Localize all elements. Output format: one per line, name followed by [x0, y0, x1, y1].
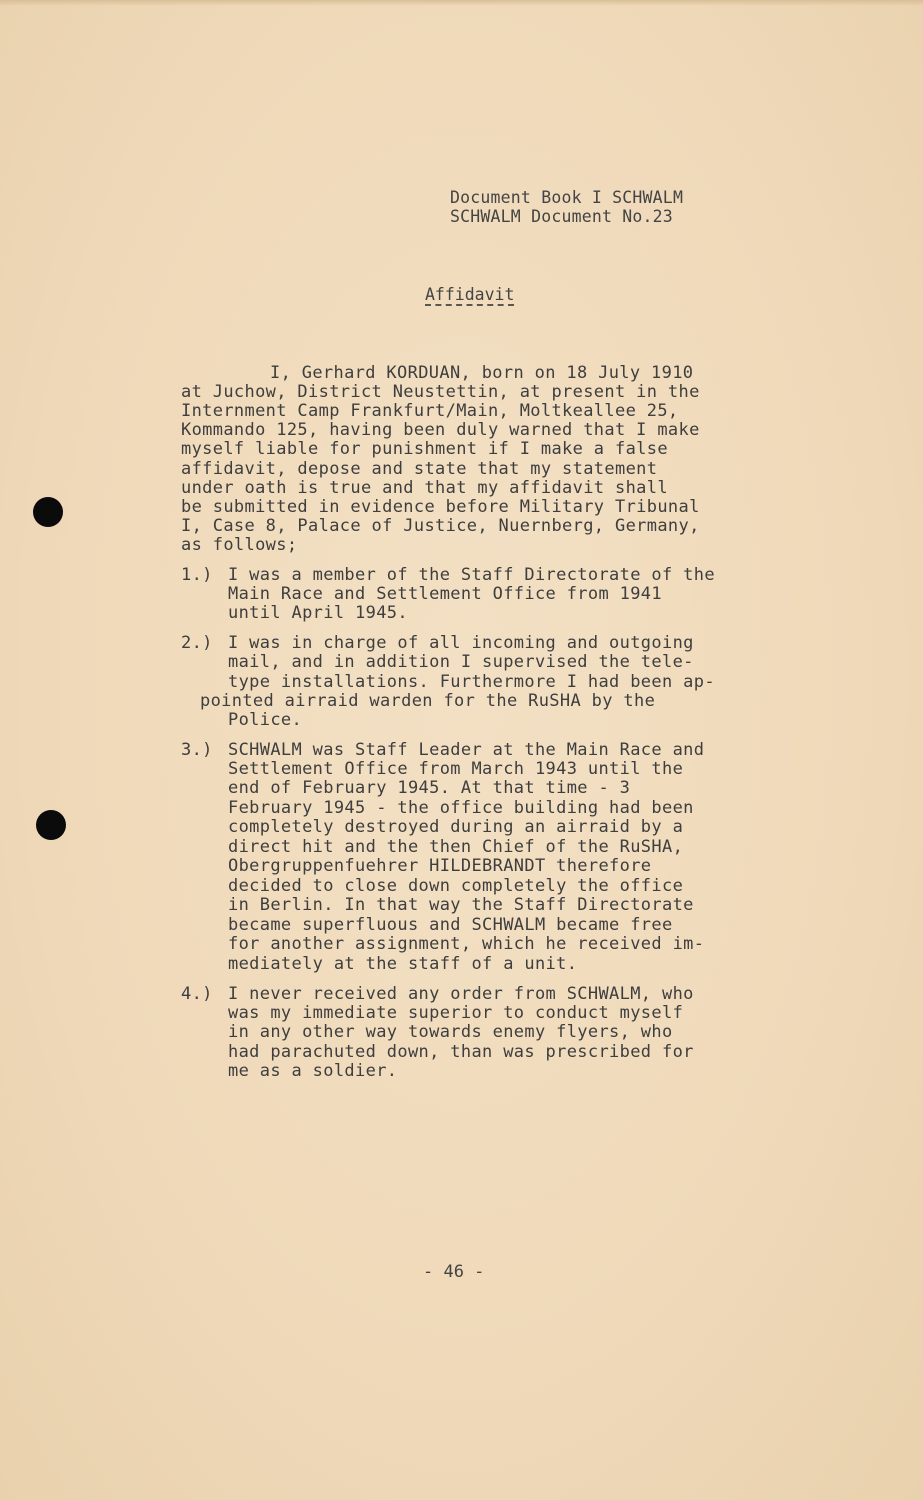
item-line: mediately at the staff of a unit. — [228, 954, 578, 974]
item-line: decided to close down completely the office — [228, 876, 684, 896]
page-edge — [0, 0, 923, 6]
intro-line: under oath is true and that my affidavit shall — [181, 478, 668, 498]
item-number: 4.) — [181, 984, 213, 1004]
item-line: SCHWALM was Staff Leader at the Main Race and — [228, 740, 705, 760]
item-line: Settlement Office from March 1943 until the — [228, 759, 684, 779]
item-number: 2.) — [181, 633, 213, 653]
item-line: Police. — [228, 710, 303, 730]
item-line: in any other way towards enemy flyers, who — [228, 1022, 673, 1042]
item-line: I never received any order from SCHWALM, who — [228, 984, 694, 1004]
item-number: 1.) — [181, 565, 213, 585]
item-line: completely destroyed during an airraid by a — [228, 817, 684, 837]
item-line: Main Race and Settlement Office from 1941 — [228, 584, 662, 604]
intro-line: myself liable for punishment if I make a false — [181, 439, 668, 459]
document-title: Affidavit — [425, 285, 515, 304]
intro-line: I, Gerhard KORDUAN, born on 18 July 1910 — [270, 363, 694, 383]
item-line: until April 1945. — [228, 603, 408, 623]
item-line: mail, and in addition I supervised the tele- — [228, 652, 694, 672]
item-line: Obergruppenfuehrer HILDEBRANDT therefore — [228, 856, 652, 876]
punch-hole — [36, 810, 66, 840]
item-line: February 1945 - the office building had been — [228, 798, 694, 818]
intro-line: at Juchow, District Neustettin, at present in the — [181, 382, 700, 402]
intro-line: as follows; — [181, 535, 298, 555]
punch-hole — [33, 497, 63, 527]
item-line: had parachuted down, than was prescribed for — [228, 1042, 694, 1062]
item-line: became superfluous and SCHWALM became free — [228, 915, 673, 935]
document-number: SCHWALM Document No.23 — [450, 207, 673, 226]
item-line: end of February 1945. At that time - 3 — [228, 778, 631, 798]
page-number: - 46 - — [423, 1262, 485, 1282]
item-line: I was in charge of all incoming and outgoing — [228, 633, 694, 653]
intro-line: I, Case 8, Palace of Justice, Nuernberg, Germany, — [181, 516, 700, 536]
intro-line: Kommando 125, having been duly warned that I make — [181, 420, 700, 440]
document-book-reference: Document Book I SCHWALM — [450, 188, 684, 207]
item-line: in Berlin. In that way the Staff Directorate — [228, 895, 694, 915]
intro-line: be submitted in evidence before Military Tribunal — [181, 497, 700, 517]
item-line: I was a member of the Staff Directorate of the — [228, 565, 715, 585]
item-line: type installations. Furthermore I had been ap- — [228, 672, 715, 692]
item-line: pointed airraid warden for the RuSHA by the — [200, 691, 656, 711]
item-line: me as a soldier. — [228, 1061, 398, 1081]
item-line: direct hit and the then Chief of the RuSHA, — [228, 837, 684, 857]
intro-line: Internment Camp Frankfurt/Main, Moltkeallee 25, — [181, 401, 679, 421]
item-number: 3.) — [181, 740, 213, 760]
item-line: for another assignment, which he received im- — [228, 934, 705, 954]
intro-line: affidavit, depose and state that my statement — [181, 459, 658, 479]
item-line: was my immediate superior to conduct myself — [228, 1003, 684, 1023]
